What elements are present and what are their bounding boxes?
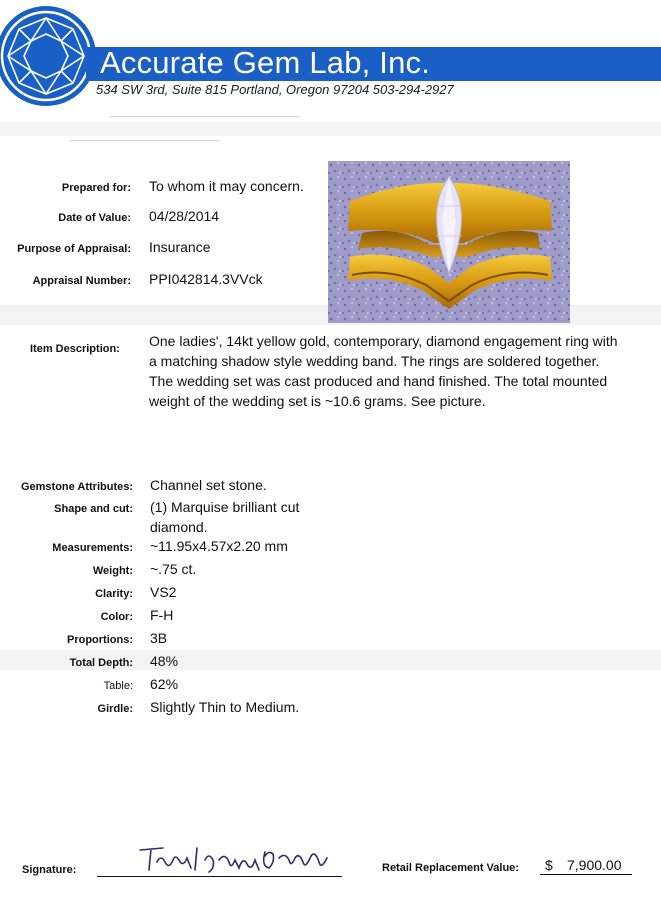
color-label: Color: <box>100 611 133 623</box>
signature-label: Signature: <box>22 864 77 876</box>
clarity: VS2 <box>150 584 177 600</box>
retail-value-line <box>540 874 632 875</box>
clarity-label: Clarity: <box>95 588 133 600</box>
table-percent: 62% <box>150 676 179 692</box>
shape-and-cut: (1) Marquise brilliant cut <box>150 499 300 515</box>
item-description <box>149 331 661 411</box>
shape-and-cut-label: Shape and cut: <box>54 503 133 515</box>
diamond-facet-logo-icon <box>0 4 98 108</box>
color: F-H <box>150 607 174 623</box>
date-of-value-label: Date of Value: <box>58 212 131 224</box>
weight-label: Weight: <box>92 565 133 577</box>
item-description-line: weight of the wedding set is ~10.6 grams. See picture. <box>149 393 486 409</box>
proportions-label: Proportions: <box>67 634 133 646</box>
measurements-label: Measurements: <box>52 542 133 554</box>
retail-replacement-label: Retail Replacement Value: <box>382 862 519 874</box>
company-address: 534 SW 3rd, Suite 815 Portland, Oregon 97204 503-294-2927 <box>96 82 454 97</box>
prepared-for-value: To whom it may concern. <box>149 178 304 194</box>
currency-symbol: $ <box>545 857 553 873</box>
weight: ~.75 ct. <box>150 561 197 577</box>
retail-replacement-value: 7,900.00 <box>567 857 622 873</box>
table-label: Table: <box>103 680 133 692</box>
item-description-line: One ladies', 14kt yellow gold, contemporary, diamond engagement ring with <box>149 333 618 349</box>
girdle: Slightly Thin to Medium. <box>150 699 300 715</box>
item-description-line: The wedding set was cast produced and hand finished. The total mounted <box>149 373 608 389</box>
gold-ring-with-marquise-diamond-icon <box>328 161 570 323</box>
signature-line <box>97 876 342 877</box>
date-of-value: 04/28/2014 <box>149 208 220 224</box>
girdle-label: Girdle: <box>97 703 133 715</box>
item-description-label: Item Description: <box>30 343 120 355</box>
purpose-label: Purpose of Appraisal: <box>17 243 131 255</box>
prepared-for-label: Prepared for: <box>61 182 131 194</box>
purpose-value: Insurance <box>149 239 211 255</box>
scan-streak <box>0 122 661 136</box>
total-depth: 48% <box>150 653 179 669</box>
gemstone-attributes: Channel set stone. <box>150 477 267 493</box>
faint-rule <box>110 116 300 117</box>
measurements: ~11.95x4.57x2.20 mm <box>150 538 288 554</box>
faint-rule <box>70 140 220 141</box>
proportions: 3B <box>150 630 168 646</box>
appraisal-number-label: Appraisal Number: <box>32 275 131 287</box>
total-depth-label: Total Depth: <box>69 657 133 669</box>
shape-and-cut-cont: diamond. <box>150 519 208 535</box>
company-name: Accurate Gem Lab, Inc. <box>100 45 431 80</box>
gemstone-attributes-label: Gemstone Attributes: <box>20 481 133 493</box>
handwritten-signature <box>135 842 335 878</box>
item-description-line: a matching shadow style wedding band. The rings are soldered together. <box>149 353 600 369</box>
appraisal-number: PPI042814.3VVck <box>149 271 263 287</box>
